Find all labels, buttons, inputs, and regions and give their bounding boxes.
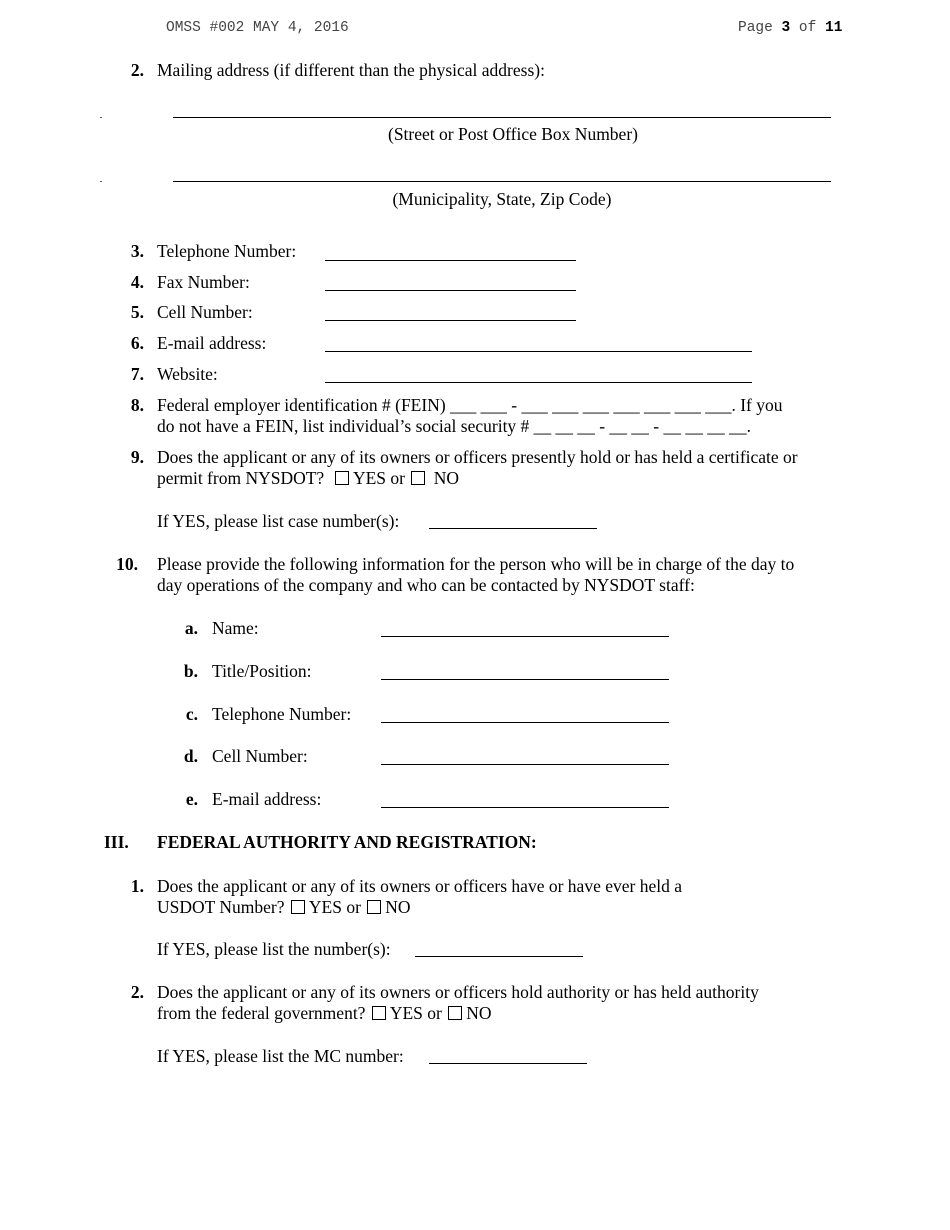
section-title: FEDERAL AUTHORITY AND REGISTRATION: bbox=[157, 832, 537, 852]
q4-number: 4. bbox=[130, 272, 144, 292]
q2-number: 2. bbox=[130, 60, 144, 80]
contact-cell-label: Cell Number: bbox=[212, 746, 308, 766]
q9-case-number-field[interactable] bbox=[429, 528, 597, 529]
s3-q2-line1: Does the applicant or any of its owners or officers hold authority or has held authority bbox=[157, 982, 759, 1002]
q9-number: 9. bbox=[130, 447, 144, 467]
fein-line[interactable]: Federal employer identification # (FEIN) ___ ___ - ___ ___ ___ ___ ___ ___ ___. If you bbox=[157, 395, 783, 415]
q9-line2-prefix: permit from NYSDOT? bbox=[157, 468, 325, 488]
city-input-line[interactable] bbox=[173, 181, 831, 182]
form-id: OMSS #002 MAY 4, 2016 bbox=[166, 20, 349, 36]
margin-tick bbox=[100, 117, 102, 118]
contact-telephone-label: Telephone Number: bbox=[212, 704, 352, 724]
s3-q1-no-label: NO bbox=[385, 897, 411, 917]
s3-q1-yes-checkbox[interactable] bbox=[291, 900, 305, 914]
q5-number: 5. bbox=[130, 302, 144, 322]
q6-number: 6. bbox=[130, 333, 144, 353]
email-field[interactable] bbox=[325, 351, 752, 352]
telephone-label: Telephone Number: bbox=[157, 241, 297, 261]
website-label: Website: bbox=[157, 364, 218, 384]
telephone-field[interactable] bbox=[325, 260, 576, 261]
contact-email-field[interactable] bbox=[381, 807, 669, 808]
q3-number: 3. bbox=[130, 241, 144, 261]
contact-telephone-field[interactable] bbox=[381, 722, 669, 723]
s3-q1-line2-prefix: USDOT Number? bbox=[157, 897, 285, 917]
q10a-letter: a. bbox=[184, 618, 198, 638]
page-indicator bbox=[738, 20, 842, 36]
s3-q2-no-label: NO bbox=[466, 1003, 492, 1023]
ssn-line[interactable]: do not have a FEIN, list individual’s social security # __ __ __ - __ __ - __ __ __ __. bbox=[157, 416, 751, 436]
q9-followup: If YES, please list case number(s): bbox=[157, 511, 400, 531]
contact-title-label: Title/Position: bbox=[212, 661, 312, 681]
margin-tick bbox=[100, 181, 102, 182]
usdot-number-field[interactable] bbox=[415, 956, 583, 957]
section-numeral: III. bbox=[104, 832, 129, 852]
mc-number-field[interactable] bbox=[429, 1063, 587, 1064]
s3-q2-line2 bbox=[157, 1003, 492, 1024]
s3-q2-line2-prefix: from the federal government? bbox=[157, 1003, 366, 1023]
cell-field[interactable] bbox=[325, 320, 576, 321]
q9-line2 bbox=[157, 468, 459, 489]
s3-q1-line1: Does the applicant or any of its owners or officers have or have ever held a bbox=[157, 876, 682, 896]
email-label: E-mail address: bbox=[157, 333, 267, 353]
q9-no-label: NO bbox=[433, 468, 459, 488]
contact-cell-field[interactable] bbox=[381, 764, 669, 765]
fax-label: Fax Number: bbox=[157, 272, 250, 292]
street-caption: (Street or Post Office Box Number) bbox=[388, 124, 638, 144]
fax-field[interactable] bbox=[325, 290, 576, 291]
street-input-line[interactable] bbox=[173, 117, 831, 118]
cell-label: Cell Number: bbox=[157, 302, 253, 322]
page-total: 11 bbox=[825, 20, 843, 36]
s3-q1-followup: If YES, please list the number(s): bbox=[157, 939, 391, 959]
website-field[interactable] bbox=[325, 382, 752, 383]
q2-text: Mailing address (if different than the physical address): bbox=[157, 60, 545, 80]
of-word: of bbox=[798, 20, 817, 36]
s3-q2-number: 2. bbox=[130, 982, 144, 1002]
q7-number: 7. bbox=[130, 364, 144, 384]
s3-q1-yes-label: YES or bbox=[308, 897, 361, 917]
s3-q1-no-checkbox[interactable] bbox=[367, 900, 381, 914]
q10-line1: Please provide the following information for the person who will be in charge of the day to bbox=[157, 554, 795, 574]
contact-title-field[interactable] bbox=[381, 679, 669, 680]
q9-yes-checkbox[interactable] bbox=[335, 471, 349, 485]
contact-email-label: E-mail address: bbox=[212, 789, 322, 809]
s3-q2-no-checkbox[interactable] bbox=[448, 1006, 462, 1020]
contact-name-label: Name: bbox=[212, 618, 259, 638]
s3-q2-yes-checkbox[interactable] bbox=[372, 1006, 386, 1020]
city-caption: (Municipality, State, Zip Code) bbox=[392, 189, 612, 209]
q9-yes-label: YES or bbox=[352, 468, 405, 488]
q10d-letter: d. bbox=[183, 746, 198, 766]
q9-no-checkbox[interactable] bbox=[411, 471, 425, 485]
q10e-letter: e. bbox=[185, 789, 198, 809]
s3-q1-line2 bbox=[157, 897, 411, 918]
q10-line2: day operations of the company and who can be contacted by NYSDOT staff: bbox=[157, 575, 695, 595]
page-number: 3 bbox=[781, 20, 791, 36]
s3-q1-number: 1. bbox=[130, 876, 144, 896]
q8-number: 8. bbox=[130, 395, 144, 415]
q10c-letter: c. bbox=[185, 704, 198, 724]
q10-number: 10. bbox=[116, 554, 138, 574]
s3-q2-followup: If YES, please list the MC number: bbox=[157, 1046, 404, 1066]
page-word: Page bbox=[738, 20, 773, 36]
q10b-letter: b. bbox=[183, 661, 198, 681]
s3-q2-yes-label: YES or bbox=[389, 1003, 442, 1023]
q9-line1: Does the applicant or any of its owners or officers presently hold or has held a certificate or bbox=[157, 447, 798, 467]
contact-name-field[interactable] bbox=[381, 636, 669, 637]
